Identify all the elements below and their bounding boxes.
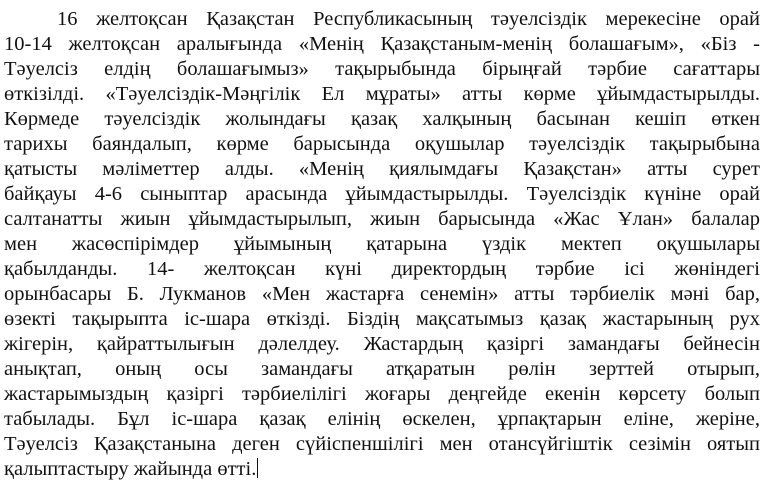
paragraph-line-11: қабылданды. 14- желтоқсан күні директордың тәрбие ісі жөніндегі — [4, 258, 760, 280]
paragraph-line-4: өткізілді. «Тәуелсіздік-Мәңгілік Ел мұраты» атты көрме ұйымдастырылды. — [4, 83, 760, 105]
paragraph-line-8: байқауы 4-6 сыныптар арасында ұйымдастырылды. Тәуелсіздік күніне орай — [4, 183, 760, 205]
paragraph-line-19 — [4, 457, 760, 482]
paragraph-line-7: қатысты мәліметтер алды. «Менің қиялымдағы Қазақстан» атты сурет — [4, 158, 760, 180]
paragraph-line-13: өзекті тақырыпта іс-шара өткізді. Біздің мақсатымыз қазақ жастарының рух — [4, 308, 760, 330]
paragraph-line-16: жастарымыздың қазіргі тәрбиелілігі жоғары деңгейде екенін көрсету болып — [4, 383, 760, 405]
paragraph-line-12: орынбасары Б. Лукманов «Мен жастарға сенемін» атты тәрбиелік мәні бар, — [4, 283, 760, 305]
paragraph-line-5: Көрмеде тәуелсіздік жолындағы қазақ халқының басынан кешіп өткен — [4, 108, 760, 130]
paragraph-line-17: табылады. Бұл іс-шара қазақ елінің өскелен, ұрпақтарын еліне, жеріне, — [4, 408, 760, 430]
text-cursor — [257, 458, 258, 478]
paragraph-line-6: тарихы баяндалып, көрме барысында оқушылар тәуелсіздік тақырыбына — [4, 133, 760, 155]
paragraph-line-3: Тәуелсіз елдің болашағымыз» тақырыбында бірыңғай тәрбие сағаттары — [4, 58, 760, 80]
paragraph-line-15: анықтап, оның осы замандағы атқаратын рөлін зерттей отырып, — [4, 358, 760, 380]
paragraph-line-1: 16 желтоқсан Қазақстан Республикасының тәуелсіздік мерекесіне орай — [57, 8, 760, 30]
paragraph-line-9: салтанатты жиын ұйымдастырылып, жиын барысында «Жас Ұлан» балалар — [4, 208, 760, 230]
paragraph-line-2: 10-14 желтоқсан аралығында «Менің Қазақстаным-менің болашағым», «Біз - — [4, 33, 760, 55]
paragraph-line-19-text: қалыптастыру жайында өтті. — [4, 458, 257, 480]
paragraph-line-14: жігерін, қайраттылығын дәлелдеу. Жастардың қазіргі замандағы бейнесін — [4, 333, 760, 355]
paragraph-line-18: Тәуелсіз Қазақстанына деген сүйіспеншілігі мен отансүйгіштік сезімін оятып — [4, 433, 760, 455]
paragraph-line-10: мен жасөспірімдер ұйымының қатарына үздік мектеп оқушылары — [4, 233, 760, 255]
